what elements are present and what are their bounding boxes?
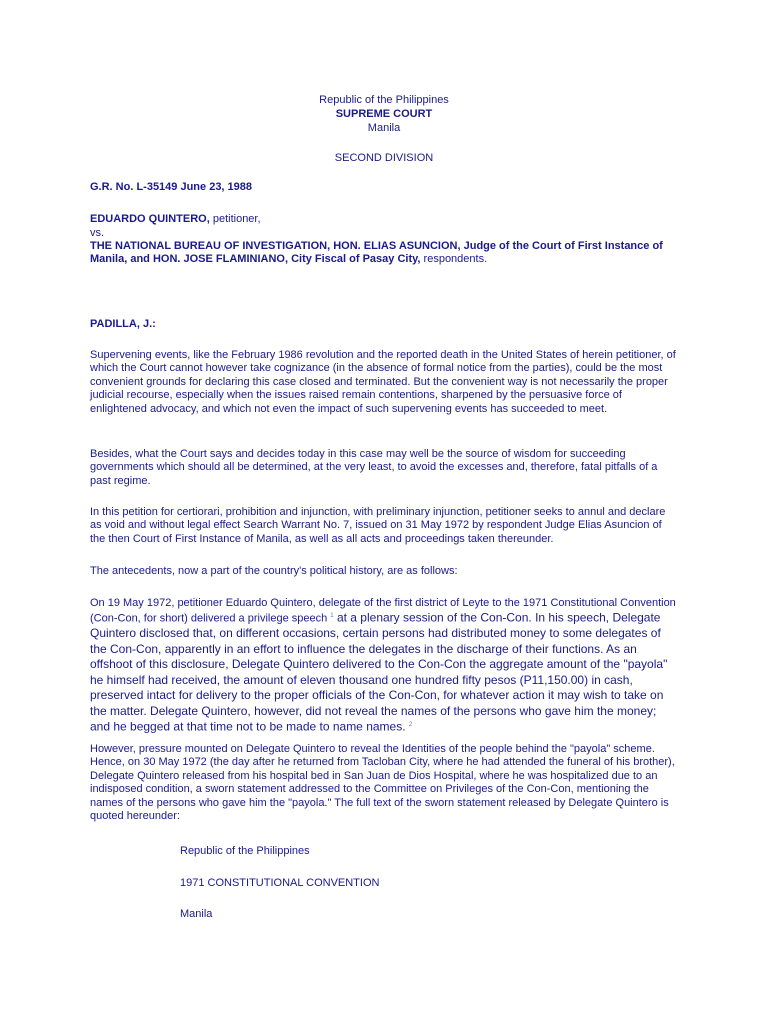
paragraph-6: However, pressure mounted on Delegate Quintero to reveal the Identities of the people behind the "payola" scheme. Hence, on 30 May 1972 (the day after he returned from Tacloban City, where he had attended the funeral of his brother), Delegate Quintero released from his hospital bed in San Juan de Dios Hospital, where he was hospitalized due to an indisposed condition, a sworn statement addressed to the Committee on Privileges of the Con-Con, mentioning the names of the persons who gave him the "payola." The full text of the sworn statement released by Delegate Quintero is quoted hereunder: xyxy=(90,743,675,823)
paragraph-5 xyxy=(90,597,678,735)
quoted-city: Manila xyxy=(180,908,213,920)
petitioner-role: petitioner, xyxy=(209,213,261,225)
versus: vs. xyxy=(90,227,105,239)
paragraph-5-part-b: at a plenary session of the Con-Con. In his speech, Delegate Quintero disclosed that, on different occasions, certain persons had distributed money to some delegates of the Con-Con, apparently in an effort to influence the delegates in the discharge of their functions. As an offshoot of this disclosure, Delegate Quintero delivered to the Con-Con the aggregate amount of the "payola" he himself had received, the amount of eleven thousand one hundred fifty pesos (P11,150.00) in cash, preserved intact for delivery to the proper officials of the Con-Con, for whatever action it may wish to take on the matter. Delegate Quintero, however, did not reveal the names of the persons who gave him the money; and he begged at that time not to be made to name names. xyxy=(90,611,668,734)
header-court: SUPREME COURT xyxy=(335,108,433,120)
header-republic: Republic of the Philippines xyxy=(319,94,449,106)
respondents xyxy=(90,240,678,267)
quoted-convention: 1971 CONSTITUTIONAL CONVENTION xyxy=(180,877,380,889)
petitioner-name: EDUARDO QUINTERO, xyxy=(90,213,210,225)
respondents-names: THE NATIONAL BUREAU OF INVESTIGATION, HON. ELIAS ASUNCION, Judge of the Court of First Instance of Manila, and HON. JOSE FLAMINIANO, City Fiscal of Pasay City, xyxy=(90,240,663,266)
paragraph-2: Besides, what the Court says and decides today in this case may well be the source of wisdom for succeeding governments which should all be determined, at the very least, to avoid the excesses and, therefore, fatal pitfalls of a past regime. xyxy=(90,448,658,487)
header-division: SECOND DIVISION xyxy=(334,152,434,164)
paragraph-4: The antecedents, now a part of the country's political history, are as follows: xyxy=(90,565,458,577)
footnote-ref-2[interactable]: 2 xyxy=(408,721,413,728)
paragraph-5-part-a: On 19 May 1972, petitioner Eduardo Quintero, delegate of the first district of Leyte to the 1971 Constitutional Convention (Con-Con, for short) delivered a privilege speech xyxy=(90,597,676,626)
paragraph-1: Supervening events, like the February 1986 revolution and the reported death in the United States of herein petitioner, of which the Court cannot however take cognizance (in the absence of formal notice from the parties), could be the most convenient grounds for declaring this case closed and terminated. But the convenient way is not necessarily the proper judicial recourse, especially when the issues raised remain contentions, sharpened by the persuasive force of enlightened advocacy, and which not even the impact of such supervening events has succeeded to meet. xyxy=(90,349,676,415)
header-city: Manila xyxy=(367,122,401,134)
ponente: PADILLA, J.: xyxy=(90,318,156,330)
paragraph-3: In this petition for certiorari, prohibition and injunction, with preliminary injunction, petitioner seeks to annul and declare as void and without legal effect Search Warrant No. 7, issued on 31 May 1972 by respondent Judge Elias Asuncion of the then Court of First Instance of Manila, as well as all acts and proceedings taken thereunder. xyxy=(90,506,666,545)
case-number: G.R. No. L-35149 June 23, 1988 xyxy=(90,181,253,193)
petitioner-line xyxy=(90,213,678,226)
quoted-republic: Republic of the Philippines xyxy=(180,845,310,857)
respondents-role: respondents. xyxy=(420,253,488,266)
footnote-ref-1[interactable]: 1 xyxy=(330,613,334,620)
